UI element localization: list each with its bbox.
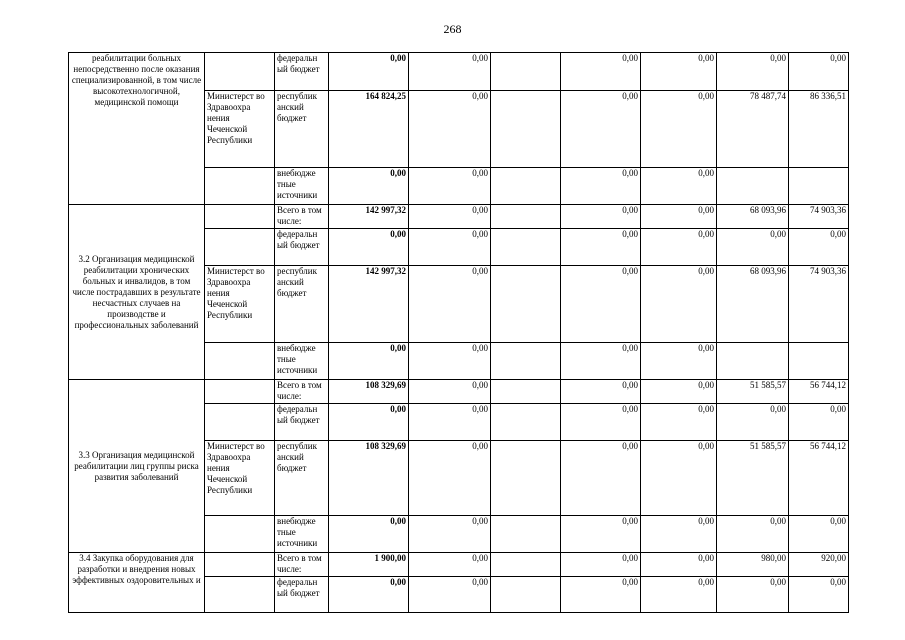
value-cell: 0,00: [789, 577, 849, 613]
source-cell: республик анский бюджет: [275, 91, 329, 168]
responsible-cell: Министерст во Здравоохра нения Чеченской Республики: [205, 91, 275, 168]
event-cell: реабилитации больных непосредственно после оказания специализированной, в том числе высокотехнологичной, медицинской помощи: [69, 53, 205, 205]
value-cell: 0,00: [641, 53, 717, 91]
value-cell: [717, 168, 789, 205]
value-cell: 0,00: [641, 516, 717, 553]
value-cell: 0,00: [717, 53, 789, 91]
event-cell: 3.2 Организация медицинской реабилитации хронических больных и инвалидов, в том числе пострадавших в результате несчастных случаев на производстве и профессиональных заболеваний: [69, 205, 205, 380]
value-cell: [717, 343, 789, 380]
value-cell: 0,00: [409, 168, 491, 205]
total-cell: 0,00: [329, 516, 409, 553]
responsible-cell: [205, 205, 275, 229]
source-cell: федеральн ый бюджет: [275, 404, 329, 441]
value-cell: 74 903,36: [789, 205, 849, 229]
value-cell: 0,00: [561, 343, 641, 380]
value-cell: 0,00: [561, 380, 641, 404]
value-cell: 0,00: [409, 553, 491, 577]
page-number: 268: [443, 22, 462, 36]
table-row: [69, 205, 849, 229]
value-cell: 0,00: [409, 516, 491, 553]
value-cell: 0,00: [561, 404, 641, 441]
table-row: [69, 53, 849, 91]
responsible-cell: [205, 343, 275, 380]
total-cell: 142 997,32: [329, 266, 409, 343]
responsible-cell: [205, 229, 275, 266]
value-cell: 74 903,36: [789, 266, 849, 343]
total-cell: 142 997,32: [329, 205, 409, 229]
value-cell: 0,00: [561, 91, 641, 168]
value-cell: 0,00: [641, 205, 717, 229]
value-cell: [491, 205, 561, 229]
source-cell: внебюдже тные источники: [275, 343, 329, 380]
table-row: [69, 380, 849, 404]
value-cell: 0,00: [641, 404, 717, 441]
value-cell: 0,00: [409, 53, 491, 91]
source-cell: республик анский бюджет: [275, 441, 329, 516]
value-cell: 0,00: [409, 266, 491, 343]
value-cell: 0,00: [717, 516, 789, 553]
value-cell: [491, 229, 561, 266]
value-cell: 0,00: [717, 404, 789, 441]
value-cell: [491, 404, 561, 441]
value-cell: 0,00: [561, 441, 641, 516]
source-cell: республик анский бюджет: [275, 266, 329, 343]
value-cell: 0,00: [789, 229, 849, 266]
value-cell: 0,00: [409, 577, 491, 613]
value-cell: 0,00: [409, 343, 491, 380]
value-cell: [491, 380, 561, 404]
total-cell: 0,00: [329, 343, 409, 380]
value-cell: [491, 266, 561, 343]
value-cell: [491, 441, 561, 516]
value-cell: 86 336,51: [789, 91, 849, 168]
responsible-cell: [205, 516, 275, 553]
event-cell: 3.3 Организация медицинской реабилитации лиц группы риска развития заболеваний: [69, 380, 205, 553]
value-cell: 56 744,12: [789, 441, 849, 516]
value-cell: [491, 53, 561, 91]
value-cell: 920,00: [789, 553, 849, 577]
total-cell: 164 824,25: [329, 91, 409, 168]
value-cell: 0,00: [641, 577, 717, 613]
value-cell: 68 093,96: [717, 266, 789, 343]
value-cell: 51 585,57: [717, 380, 789, 404]
value-cell: 68 093,96: [717, 205, 789, 229]
value-cell: 0,00: [409, 229, 491, 266]
total-cell: 0,00: [329, 404, 409, 441]
total-cell: 0,00: [329, 577, 409, 613]
total-cell: 108 329,69: [329, 380, 409, 404]
value-cell: 51 585,57: [717, 441, 789, 516]
source-cell: федеральн ый бюджет: [275, 229, 329, 266]
responsible-cell: [205, 577, 275, 613]
value-cell: 0,00: [561, 553, 641, 577]
source-cell: Всего в том числе:: [275, 380, 329, 404]
value-cell: 0,00: [641, 553, 717, 577]
source-cell: Всего в том числе:: [275, 553, 329, 577]
value-cell: [491, 91, 561, 168]
responsible-cell: [205, 168, 275, 205]
value-cell: 0,00: [641, 266, 717, 343]
responsible-cell: [205, 553, 275, 577]
responsible-cell: [205, 53, 275, 91]
value-cell: 56 744,12: [789, 380, 849, 404]
budget-table: [68, 52, 849, 613]
responsible-cell: Министерст во Здравоохра нения Чеченской Республики: [205, 441, 275, 516]
event-cell: 3.4 Закупка оборудования для разработки и внедрения новых эффективных оздоровительных и: [69, 553, 205, 613]
value-cell: 0,00: [561, 229, 641, 266]
value-cell: [491, 168, 561, 205]
source-cell: внебюдже тные источники: [275, 168, 329, 205]
source-cell: Всего в том числе:: [275, 205, 329, 229]
total-cell: 0,00: [329, 53, 409, 91]
value-cell: 0,00: [561, 266, 641, 343]
value-cell: 0,00: [641, 343, 717, 380]
responsible-cell: [205, 380, 275, 404]
value-cell: 0,00: [561, 577, 641, 613]
value-cell: 0,00: [641, 91, 717, 168]
value-cell: 78 487,74: [717, 91, 789, 168]
value-cell: 0,00: [409, 91, 491, 168]
value-cell: [491, 553, 561, 577]
value-cell: 0,00: [641, 168, 717, 205]
value-cell: [789, 343, 849, 380]
value-cell: 0,00: [561, 516, 641, 553]
value-cell: 0,00: [641, 380, 717, 404]
value-cell: [491, 516, 561, 553]
responsible-cell: [205, 404, 275, 441]
value-cell: 0,00: [409, 404, 491, 441]
value-cell: 0,00: [717, 577, 789, 613]
source-cell: федеральн ый бюджет: [275, 53, 329, 91]
value-cell: 0,00: [409, 441, 491, 516]
source-cell: федеральн ый бюджет: [275, 577, 329, 613]
responsible-cell: Министерст во Здравоохра нения Чеченской Республики: [205, 266, 275, 343]
value-cell: 0,00: [561, 205, 641, 229]
value-cell: 0,00: [561, 53, 641, 91]
value-cell: 0,00: [409, 380, 491, 404]
value-cell: 0,00: [789, 53, 849, 91]
value-cell: [491, 343, 561, 380]
value-cell: 0,00: [409, 205, 491, 229]
value-cell: 0,00: [717, 229, 789, 266]
value-cell: 0,00: [561, 168, 641, 205]
value-cell: 0,00: [641, 229, 717, 266]
total-cell: 108 329,69: [329, 441, 409, 516]
value-cell: 0,00: [789, 404, 849, 441]
value-cell: 0,00: [789, 516, 849, 553]
total-cell: 0,00: [329, 168, 409, 205]
source-cell: внебюдже тные источники: [275, 516, 329, 553]
total-cell: 0,00: [329, 229, 409, 266]
value-cell: 0,00: [641, 441, 717, 516]
total-cell: 1 900,00: [329, 553, 409, 577]
value-cell: [491, 577, 561, 613]
value-cell: [789, 168, 849, 205]
value-cell: 980,00: [717, 553, 789, 577]
table-row: [69, 553, 849, 577]
